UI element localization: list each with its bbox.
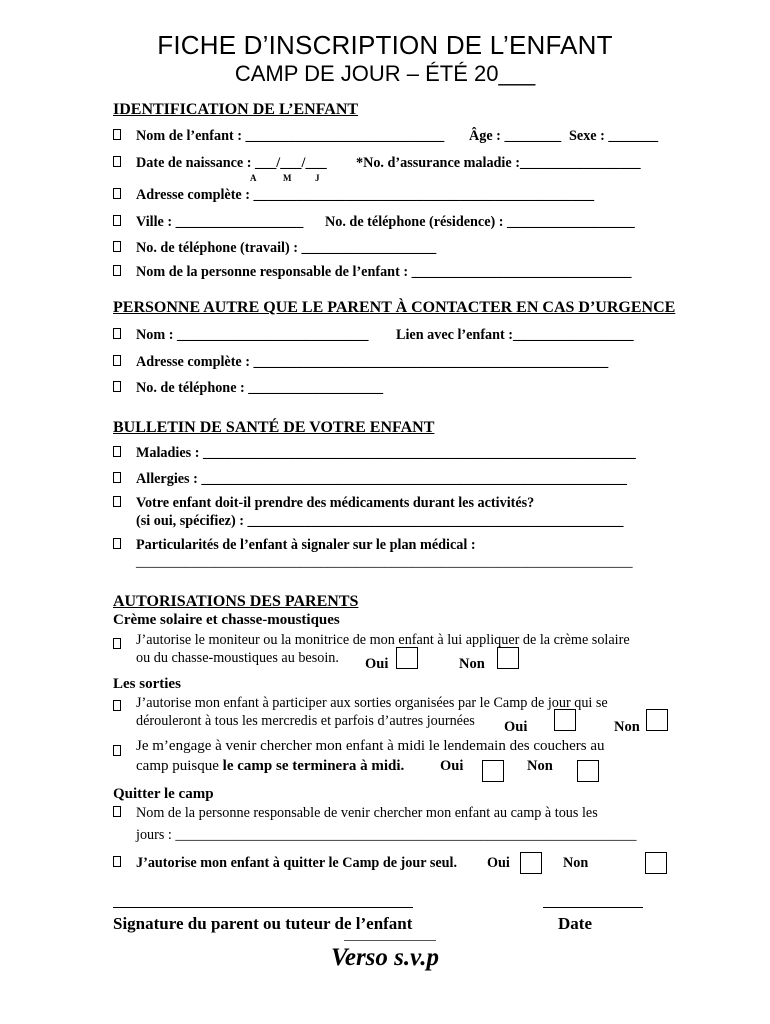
field-label: Nom de la personne responsable de l’enfant : _______________________________ <box>136 264 632 280</box>
no-label: Non <box>563 855 589 871</box>
home-phone-field[interactable]: No. de téléphone (résidence) : __________________ <box>325 214 635 230</box>
sleepover-no-checkbox[interactable] <box>577 760 599 782</box>
bullet-icon <box>113 129 121 140</box>
yes-label: Oui <box>504 719 528 735</box>
bullet-icon <box>113 241 121 252</box>
leave-alone-no-checkbox[interactable] <box>645 852 667 874</box>
bullet-icon <box>113 472 121 483</box>
outings-no-checkbox[interactable] <box>646 709 668 731</box>
sunscreen-yes-checkbox[interactable] <box>396 647 418 669</box>
bullet-icon <box>113 496 121 507</box>
field-label: No. de téléphone (travail) : ___________________ <box>136 240 437 256</box>
field-label: Allergies : ____________________________________________________________ <box>136 471 628 487</box>
outings-yes-checkbox[interactable] <box>554 709 576 731</box>
no-label: Non <box>614 719 640 735</box>
subheading-outings: Les sorties <box>113 676 181 692</box>
field-label: No. de téléphone : ___________________ <box>136 380 384 396</box>
sex-field[interactable]: Sexe : _______ <box>569 128 659 144</box>
auth-text: camp puisque <box>136 758 223 774</box>
pickup-person-field[interactable]: jours : _________________________________________________________________ <box>136 827 637 843</box>
bullet-icon <box>113 806 121 817</box>
field-label: Nom de l’enfant : ____________________________ <box>136 128 445 144</box>
bullet-icon <box>113 638 121 649</box>
field-label: Adresse complète : ________________________________________________ <box>136 187 595 203</box>
field-label: Ville : __________________ <box>136 214 304 230</box>
bullet-icon <box>113 856 121 867</box>
bullet-icon <box>113 355 121 366</box>
bullet-icon <box>113 381 121 392</box>
form-subtitle: CAMP DE JOUR – ÉTÉ 20___ <box>234 61 536 86</box>
leave-alone-yes-checkbox[interactable] <box>520 852 542 874</box>
no-label: Non <box>527 758 553 774</box>
auth-text: J’autorise le moniteur ou la monitrice de mon enfant à lui appliquer de la crème solaire <box>136 632 630 648</box>
auth-text: J’autorise mon enfant à participer aux sorties organisées par le Camp de jour qui se <box>136 695 608 711</box>
bullet-icon <box>113 215 121 226</box>
section-heading-authorizations: AUTORISATIONS DES PARENTS <box>113 593 359 610</box>
bullet-icon <box>113 538 121 549</box>
sunscreen-no-checkbox[interactable] <box>497 647 519 669</box>
auth-text: ou du chasse-moustiques au besoin. <box>136 650 339 666</box>
yes-label: Oui <box>365 656 389 672</box>
section-heading-identification: IDENTIFICATION DE L’ENFANT <box>113 101 359 118</box>
bullet-icon <box>113 745 121 756</box>
divider <box>344 940 436 941</box>
field-label: Date de naissance : ___/___/___ <box>136 155 327 171</box>
auth-text: Nom de la personne responsable de venir chercher mon enfant au camp à tous les <box>136 805 598 821</box>
signature-line[interactable] <box>113 907 413 908</box>
medical-notes-line[interactable]: ______________________________________________________________________ <box>136 554 633 570</box>
dob-hint-year: A <box>250 173 257 183</box>
auth-text: Je m’engage à venir chercher mon enfant à midi le lendemain des couchers au <box>136 738 605 754</box>
bullet-icon <box>113 156 121 167</box>
age-field[interactable]: Âge : ________ <box>469 128 562 144</box>
verso-note: Verso s.v.p <box>330 944 440 971</box>
bullet-icon <box>113 328 121 339</box>
meds-specify-field[interactable]: (si oui, spécifiez) : _____________________________________________________ <box>136 513 624 529</box>
form-title: FICHE D’INSCRIPTION DE L’ENFANT <box>157 30 613 60</box>
section-heading-health: BULLETIN DE SANTÉ DE VOTRE ENFANT <box>113 419 435 436</box>
yes-label: Oui <box>487 855 510 871</box>
date-label: Date <box>558 914 592 933</box>
field-label: Adresse complète : __________________________________________________ <box>136 354 609 370</box>
date-line[interactable] <box>543 907 643 908</box>
field-label: Votre enfant doit-il prendre des médicaments durant les activités? <box>136 495 535 511</box>
auth-text-bold: le camp se terminera à midi. <box>222 758 405 774</box>
sleepover-yes-checkbox[interactable] <box>482 760 504 782</box>
bullet-icon <box>113 265 121 276</box>
field-label: Particularités de l’enfant à signaler sur le plan médical : <box>136 537 476 553</box>
subheading-sunscreen: Crème solaire et chasse-moustiques <box>113 612 340 628</box>
subheading-leaving: Quitter le camp <box>113 786 214 802</box>
no-label: Non <box>459 656 485 672</box>
auth-text: dérouleront à tous les mercredis et parfois d’autres journées <box>136 713 475 729</box>
bullet-icon <box>113 188 121 199</box>
signature-label: Signature du parent ou tuteur de l’enfant <box>113 914 413 933</box>
bullet-icon <box>113 700 121 711</box>
field-label: Maladies : _____________________________________________________________ <box>136 445 636 461</box>
field-label: Nom : ___________________________ <box>136 327 369 343</box>
insurance-field[interactable]: *No. d’assurance maladie :_________________ <box>356 155 641 171</box>
yes-label: Oui <box>440 758 464 774</box>
section-heading-emergency: PERSONNE AUTRE QUE LE PARENT À CONTACTER EN CAS D’URGENCE <box>113 299 676 316</box>
dob-hint-day: J <box>315 173 320 183</box>
bullet-icon <box>113 446 121 457</box>
auth-text: J’autorise mon enfant à quitter le Camp de jour seul. <box>136 855 458 871</box>
relation-field[interactable]: Lien avec l’enfant :_________________ <box>396 327 634 343</box>
dob-hint-month: M <box>283 173 292 183</box>
